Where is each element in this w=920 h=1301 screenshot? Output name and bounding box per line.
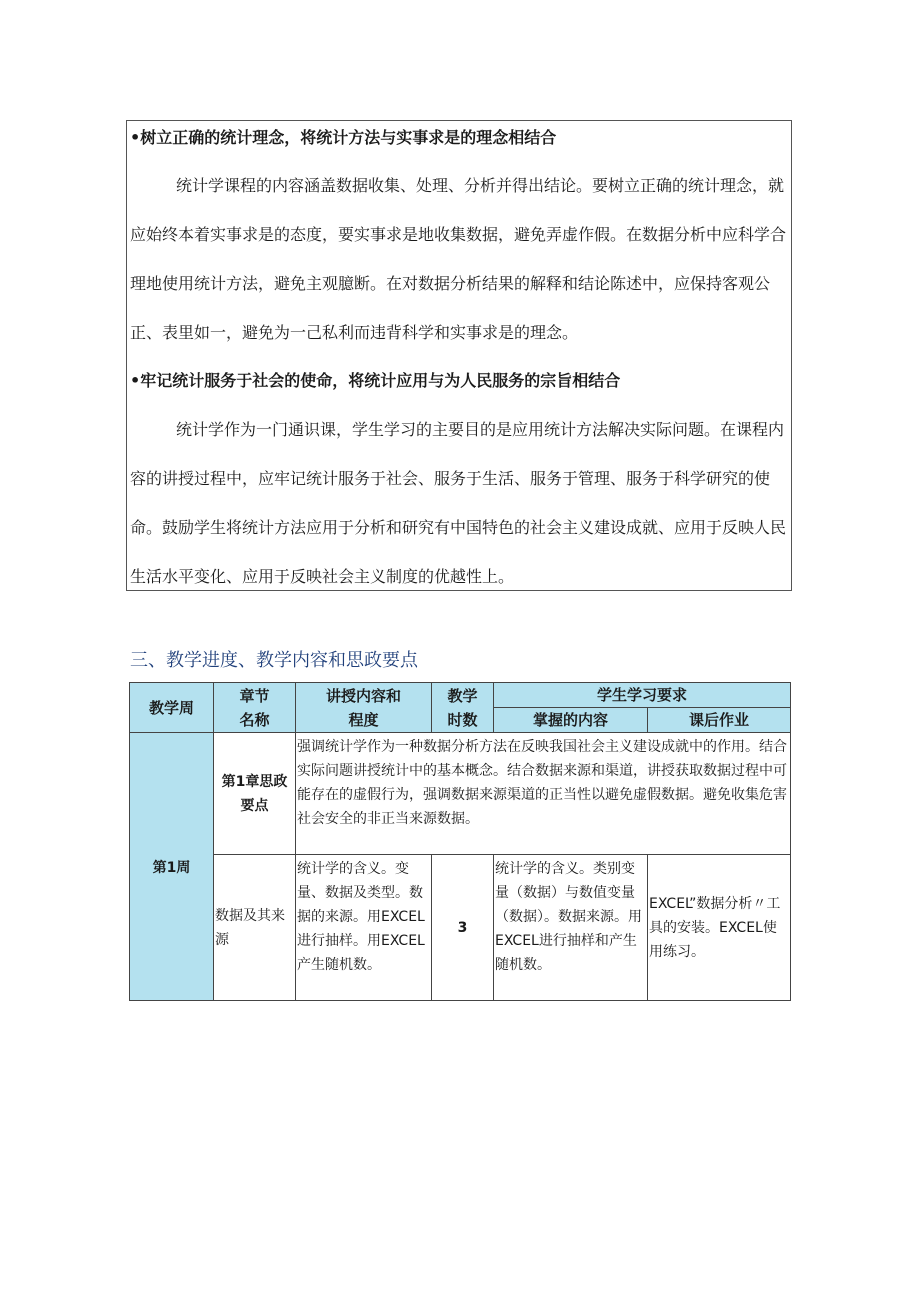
header-homework: 课后作业 [648,708,791,733]
row2-homework [648,855,791,1001]
row2-mastery-text: 统计学的含义。类别变量（数据）与数值变量（数据）。数据来源。用EXCEL进行抽样和产生随机数。 [495,861,642,973]
row1-chapter [214,733,296,855]
paragraph-serve-society: 统计学作为一门通识课，学生学习的主要目的是应用统计方法解决实际问题。在课程内容的讲授过程中，应牢记统计服务于社会、服务于生活、服务于管理、服务于科学研究的使命。鼓励学生将统计方法应用于分析和研究有中国特色的社会主义建设成就、应用于反映人民生活水平变化、应用于反映社会主义制度的优越性上。 [130,420,787,586]
header-week: 教学周 [130,683,214,733]
row2-content-text: 统计学的含义。变量、数据及类型。数据的来源。用EXCEL进行抽样。用EXCEL产生随机数。 [297,861,425,973]
ideology-text-box [126,120,792,591]
row1-content-text: 强调统计学作为一种数据分析方法在反映我国社会主义建设成就中的作用。结合实际问题讲授统计中的基本概念。结合数据来源和渠道，讲授获取数据过程中可能存在的虚假行为，强调数据来源渠道的正当性以避免虚假数据。避免收集危害社会安全的非正当来源数据。 [297,739,787,827]
header-chapter: 章节名称 [214,683,296,733]
row2-mastery [494,855,648,1001]
row1-content [296,733,791,855]
header-requirements: 学生学习要求 [494,683,791,708]
row2-chapter-text: 数据及其来源 [215,907,285,948]
header-mastery: 掌握的内容 [494,708,648,733]
paragraph-statistical-concept: 统计学课程的内容涵盖数据收集、处理、分析并得出结论。要树立正确的统计理念，就应始终本着实事求是的态度，要实事求是地收集数据，避免弄虚作假。在数据分析中应科学合理地使用统计方法，避免主观臆断。在对数据分析结果的解释和结论陈述中，应保持客观公正、表里如一，避免为一己私利而违背科学和实事求是的理念。 [130,176,787,342]
header-content: 讲授内容和程度 [296,683,432,733]
row2-content [296,855,432,1001]
heading-statistical-concept: •树立正确的统计理念，将统计方法与实事求是的理念相结合 [130,128,557,147]
row2-homework-text: EXCEL”数据分析〃工具的安装。EXCEL使用练习。 [649,895,781,960]
section-title: 三、教学进度、教学内容和思政要点 [130,650,418,671]
row2-chapter [214,855,296,1001]
row1-chapter-text: 第1章思政要点 [221,773,288,814]
row2-hours: 3 [432,855,494,1001]
heading-serve-society: •牢记统计服务于社会的使命，将统计应用与为人民服务的宗旨相结合 [130,371,621,390]
schedule-table [129,682,791,1001]
week-cell: 第1周 [130,733,214,1001]
header-hours: 教学时数 [432,683,494,733]
